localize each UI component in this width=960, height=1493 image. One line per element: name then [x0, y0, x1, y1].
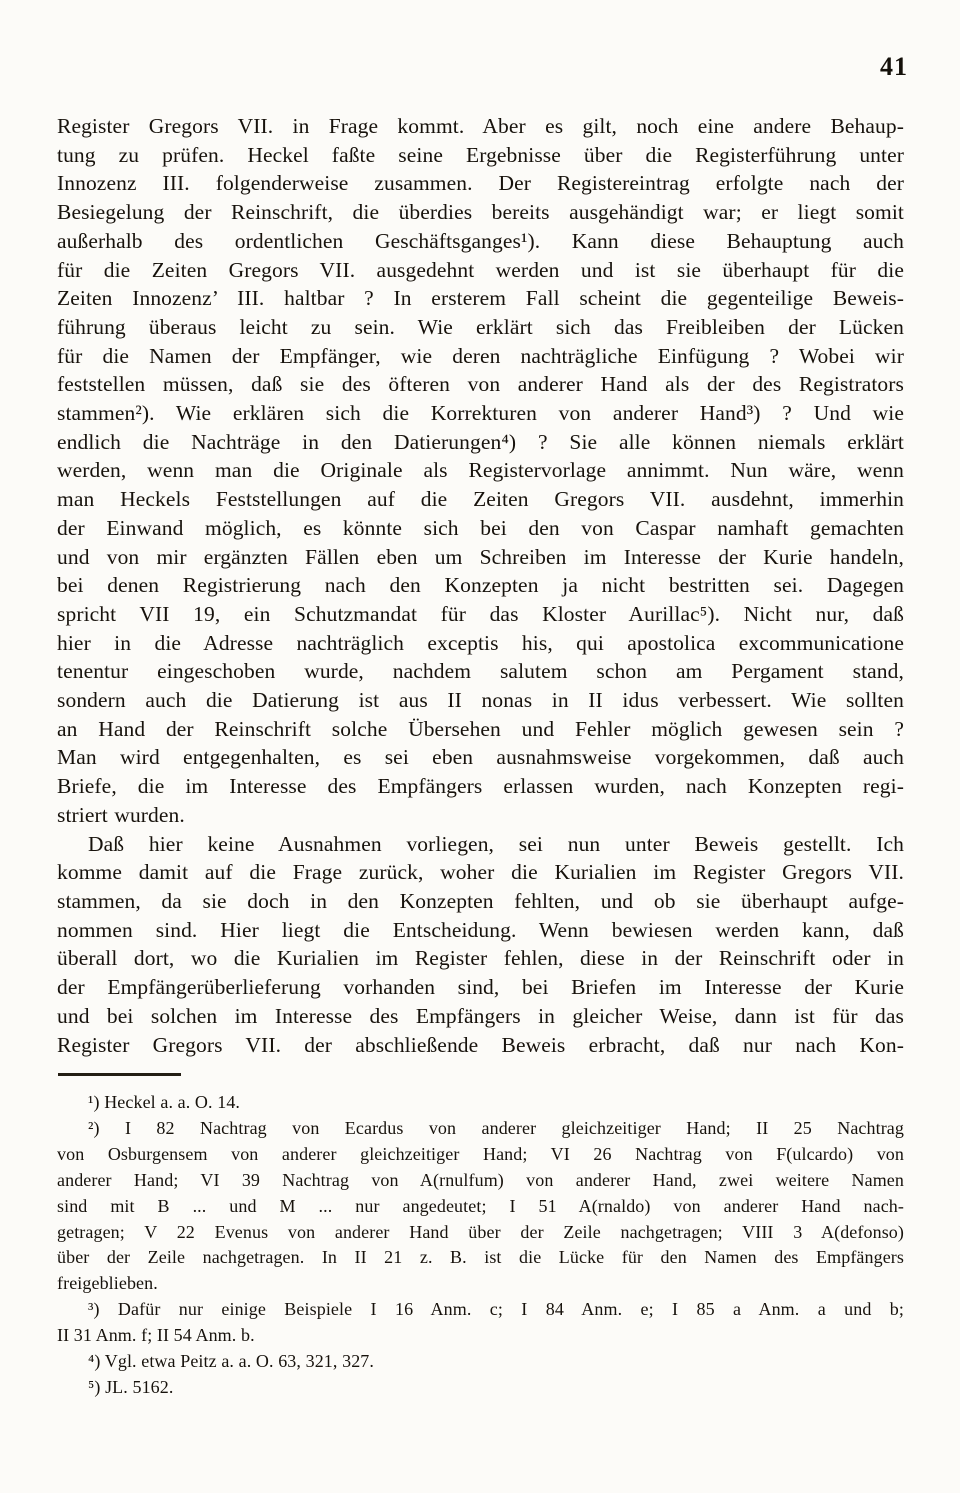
- footnote-line: über der Zeile nachgetragen. In II 21 z. B. ist die Lücke für den Namen des Empfängers: [57, 1247, 904, 1268]
- footnote-line: freigeblieben.: [57, 1273, 158, 1294]
- paragraph: [57, 1116, 904, 1297]
- footnotes: [57, 1090, 904, 1401]
- page-number: 41: [880, 52, 908, 81]
- text-line: außerhalb des ordentlichen Geschäftsganges¹). Kann diese Behauptung auch: [57, 228, 904, 253]
- text-line: Daß hier keine Ausnahmen vorliegen, sei nun unter Beweis gestellt. Ich: [88, 831, 904, 856]
- footnote-separator: [58, 1073, 181, 1076]
- text-line: hier in die Adresse nachträglich exceptis his, qui apostolica excommunicatione: [57, 630, 904, 655]
- paragraph: [57, 1375, 904, 1401]
- footnote-line: ⁴) Vgl. etwa Peitz a. a. O. 63, 321, 327.: [88, 1351, 374, 1372]
- footnote-line: ²) I 82 Nachtrag von Ecardus von anderer gleichzeitiger Hand; II 25 Nachtrag: [88, 1117, 904, 1138]
- text-line: tenentur eingeschoben wurde, nachdem salutem schon am Pergament stand,: [57, 659, 904, 684]
- text-line: der Empfängerüberlieferung vorhanden sind, bei Briefen im Interesse der Kurie: [57, 975, 904, 1000]
- text-line: Register Gregors VII. der abschließende Beweis erbracht, daß nur nach Kon-: [57, 1032, 904, 1057]
- text-line: bei denen Registrierung nach den Konzepten ja nicht bestritten sei. Dagegen: [57, 573, 904, 598]
- footnote-line: II 31 Anm. f; II 54 Anm. b.: [57, 1325, 255, 1346]
- text-line: endlich die Nachträge in den Datierungen⁴) ? Sie alle können niemals erklärt: [57, 429, 904, 454]
- paragraph: [57, 112, 904, 830]
- text-line: man Heckels Feststellungen auf die Zeiten Gregors VII. ausdehnt, immerhin: [57, 487, 904, 512]
- footnote-line: ³) Dafür nur einige Beispiele I 16 Anm. c; I 84 Anm. e; I 85 a Anm. a und b;: [88, 1299, 904, 1320]
- text-line: Man wird entgegenhalten, es sei eben ausnahmsweise vorgekommen, daß auch: [57, 745, 904, 770]
- text-line: Briefe, die im Interesse des Empfängers erlassen wurden, nach Konzepten regi-: [57, 774, 904, 799]
- text-line: überall dort, wo die Kurialien im Register fehlen, diese in der Reinschrift oder in: [57, 946, 904, 971]
- footnote-line: von Osburgensem von anderer gleichzeitiger Hand; VI 26 Nachtrag von F(ulcardo) von: [57, 1143, 904, 1164]
- text-line: stammen²). Wie erklären sich die Korrekturen von anderer Hand³) ? Und wie: [57, 401, 904, 426]
- text-line: striert wurden.: [57, 802, 185, 827]
- text-line: Besiegelung der Reinschrift, die überdies bereits ausgehändigt war; er liegt somit: [57, 200, 904, 225]
- footnote-line: sind mit B ... und M ... nur angedeutet; I 51 A(rnaldo) von anderer Hand nach-: [57, 1195, 904, 1216]
- text-line: tung zu prüfen. Heckel faßte seine Ergebnisse über die Registerführung unter: [57, 142, 904, 167]
- text-line: und von mir ergänzten Fällen eben um Schreiben im Interesse der Kurie handeln,: [57, 544, 904, 569]
- text-line: feststellen müssen, daß sie des öfteren von anderer Hand als der des Registrators: [57, 372, 904, 397]
- paragraph: [57, 1090, 904, 1116]
- text-line: führung überaus leicht zu sein. Wie erklärt sich das Freibleiben der Lücken: [57, 314, 904, 339]
- text-line: an Hand der Reinschrift solche Übersehen und Fehler möglich gewesen sein ?: [57, 716, 904, 741]
- text-line: stammen, da sie doch in den Konzepten fehlten, und ob sie überhaupt aufge-: [57, 888, 904, 913]
- text-line: spricht VII 19, ein Schutzmandat für das Kloster Aurillac⁵). Nicht nur, daß: [57, 601, 904, 626]
- text-line: Register Gregors VII. in Frage kommt. Aber es gilt, noch eine andere Behaup-: [57, 114, 904, 138]
- text-line: sondern auch die Datierung ist aus II nonas in II idus verbessert. Wie sollten: [57, 688, 904, 713]
- text-line: der Einwand möglich, es könnte sich bei den von Caspar namhaft gemachten: [57, 515, 904, 540]
- footnote-line: ¹) Heckel a. a. O. 14.: [88, 1092, 241, 1112]
- text-line: für die Zeiten Gregors VII. ausgedehnt werden und ist sie überhaupt für die: [57, 257, 904, 282]
- footnote-line: anderer Hand; VI 39 Nachtrag von A(rnulfum) von anderer Hand, zwei weitere Namen: [57, 1169, 904, 1190]
- footnote-line: getragen; V 22 Evenus von anderer Hand über der Zeile nachgetragen; VIII 3 A(defonso): [57, 1221, 904, 1242]
- text-line: nommen sind. Hier liegt die Entscheidung. Wenn bewiesen werden kann, daß: [57, 917, 904, 942]
- footnote-line: ⁵) JL. 5162.: [88, 1376, 174, 1397]
- text-line: komme damit auf die Frage zurück, woher die Kurialien im Register Gregors VII.: [57, 860, 904, 885]
- text-line: werden, wenn man die Originale als Registervorlage annimmt. Nun wäre, wenn: [57, 458, 904, 483]
- paragraph: [57, 830, 904, 1060]
- text-line: Zeiten Innozenz’ III. haltbar ? In ersterem Fall scheint die gegenteilige Beweis-: [57, 286, 904, 311]
- body-text: [57, 112, 904, 1059]
- paragraph: [57, 1349, 904, 1375]
- text-line: für die Namen der Empfänger, wie deren nachträgliche Einfügung ? Wobei wir: [57, 343, 904, 368]
- text-line: Innozenz III. folgenderweise zusammen. Der Registereintrag erfolgte nach der: [57, 171, 904, 196]
- text-line: und bei solchen im Interesse des Empfängers in gleicher Weise, dann ist für das: [57, 1003, 904, 1028]
- paragraph: [57, 1297, 904, 1349]
